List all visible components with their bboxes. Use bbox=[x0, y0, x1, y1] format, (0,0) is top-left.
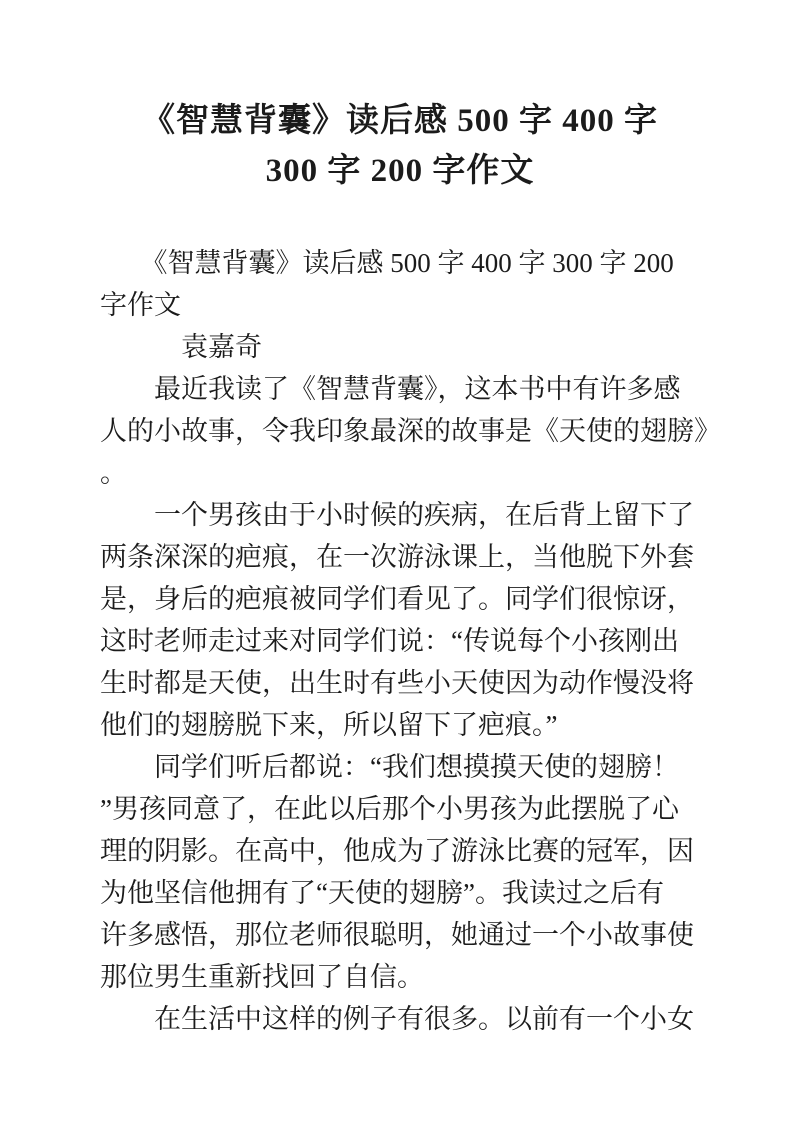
text-line: 他们的翅膀脱下来，所以留下了疤痕。” bbox=[100, 710, 558, 740]
page-title-line-2: 300 字 200 字作文 bbox=[265, 153, 535, 189]
text-line: 许多感悟，那位老师很聪明，她通过一个小故事使 bbox=[100, 920, 694, 950]
text-line: 为他坚信他拥有了“天使的翅膀”。我读过之后有 bbox=[100, 878, 664, 908]
text-line: 那位男生重新找回了自信。 bbox=[100, 962, 424, 992]
paragraph bbox=[100, 494, 700, 746]
text-line: 理的阴影。在高中，他成为了游泳比赛的冠军，因 bbox=[100, 836, 694, 866]
paragraph bbox=[100, 242, 700, 326]
text-line: 在生活中这样的例子有很多。以前有一个小女 bbox=[100, 1004, 694, 1034]
text-line: 这时老师走过来对同学们说：“传说每个小孩刚出 bbox=[100, 626, 679, 656]
text-line: 人的小故事，令我印象最深的故事是《天使的翅膀》 bbox=[100, 416, 721, 446]
text-line: ”男孩同意了，在此以后那个小男孩为此摆脱了心 bbox=[100, 794, 679, 824]
text-line: 一个男孩由于小时候的疾病，在后背上留下了 bbox=[100, 500, 694, 530]
text-line: 袁嘉奇 bbox=[100, 332, 262, 362]
page-title bbox=[0, 0, 800, 196]
page-title-line-1: 《智慧背囊》读后感 500 字 400 字 bbox=[142, 103, 658, 139]
paragraph bbox=[100, 746, 700, 998]
text-line: 生时都是天使，出生时有些小天使因为动作慢没将 bbox=[100, 668, 694, 698]
text-line: 是，身后的疤痕被同学们看见了。同学们很惊讶， bbox=[100, 584, 694, 614]
document-body bbox=[100, 242, 721, 1040]
text-line: 两条深深的疤痕，在一次游泳课上，当他脱下外套 bbox=[100, 542, 694, 572]
text-line: 同学们听后都说：“我们想摸摸天使的翅膀！ bbox=[100, 752, 679, 782]
text-line: 字作文 bbox=[100, 290, 181, 320]
paragraph bbox=[100, 998, 700, 1040]
text-line: 《智慧背囊》读后感 500 字 400 字 300 字 200 bbox=[100, 248, 674, 278]
paragraph bbox=[100, 368, 721, 494]
paragraph bbox=[100, 326, 700, 368]
text-line: 最近我读了《智慧背囊》，这本书中有许多感 bbox=[100, 374, 681, 404]
text-line: 。 bbox=[100, 458, 127, 488]
